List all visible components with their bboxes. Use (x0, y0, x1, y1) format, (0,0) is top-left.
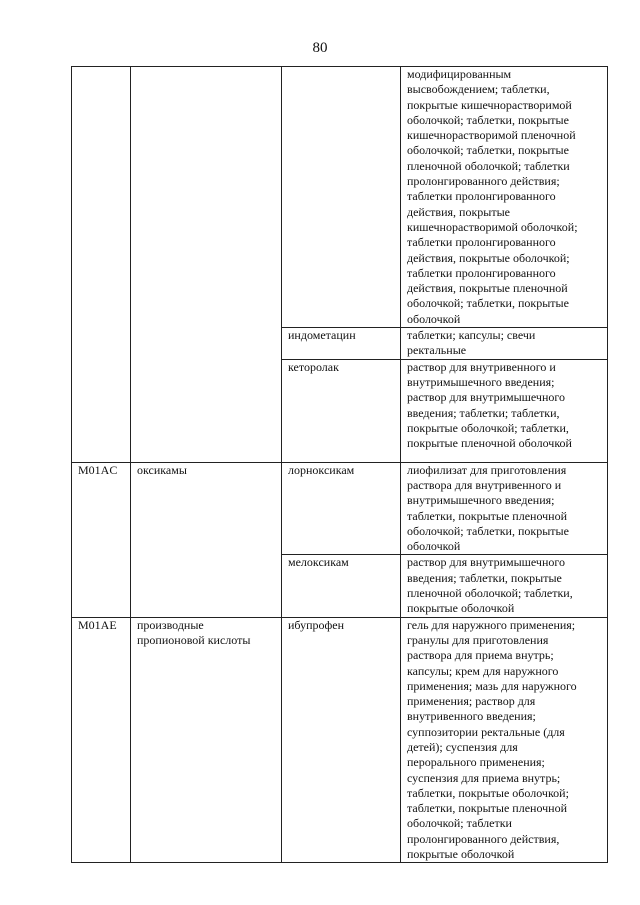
drug-cell: индометацин (282, 328, 401, 360)
drug-cell: ибупрофен (282, 617, 401, 863)
code-cell (72, 67, 131, 463)
drug-cell: мелоксикам (282, 555, 401, 617)
table-row (72, 462, 608, 555)
drug-cell: лорноксикам (282, 462, 401, 555)
group-cell: производные пропионовой кислоты (131, 617, 282, 863)
page-number: 80 (312, 40, 328, 56)
table-row (72, 617, 608, 863)
code-cell: M01AC (72, 462, 131, 617)
forms-cell: таблетки; капсулы; свечи ректальные (401, 328, 608, 360)
group-cell (131, 67, 282, 463)
forms-cell: раствор для внутривенного и внутримышечного введения; раствор для внутримышечного введения; таблетки; таблетки, покрытые оболочкой; таблетки, покрытые пленочной оболочкой (401, 359, 608, 462)
drug-cell (282, 67, 401, 328)
forms-cell: лиофилизат для приготовления раствора для внутривенного и внутримышечного введения; таблетки, покрытые пленочной оболочкой; таблетки, покрытые оболочкой (401, 462, 608, 555)
forms-cell: модифицированным высвобождением; таблетки, покрытые кишечнорастворимой оболочкой; таблетки, покрытые кишечнорастворимой пленочной оболочкой; таблетки, покрытые пленочной оболочкой; таблетки пролонгированного действия; таблетки пролонгированного действия, покрытые кишечнорастворимой оболочкой; таблетки пролонгированного действия, покрытые оболочкой; таблетки пролонгированного действия, покрытые пленочной оболочкой; таблетки, покрытые оболочкой (401, 67, 608, 328)
code-cell: M01AE (72, 617, 131, 863)
group-cell: оксикамы (131, 462, 282, 617)
drug-table (71, 66, 608, 863)
table-row (72, 67, 608, 328)
forms-cell: раствор для внутримышечного введения; таблетки, покрытые пленочной оболочкой; таблетки, покрытые оболочкой (401, 555, 608, 617)
forms-cell: гель для наружного применения; гранулы для приготовления раствора для приема внутрь; капсулы; крем для наружного применения; мазь для наружного применения; раствор для внутривенного введения; суппозитории ректальные (для детей); суспензия для перорального применения; суспензия для приема внутрь; таблетки, покрытые оболочкой; таблетки, покрытые пленочной оболочкой; таблетки пролонгированного действия, покрытые оболочкой (401, 617, 608, 863)
drug-cell: кеторолак (282, 359, 401, 462)
